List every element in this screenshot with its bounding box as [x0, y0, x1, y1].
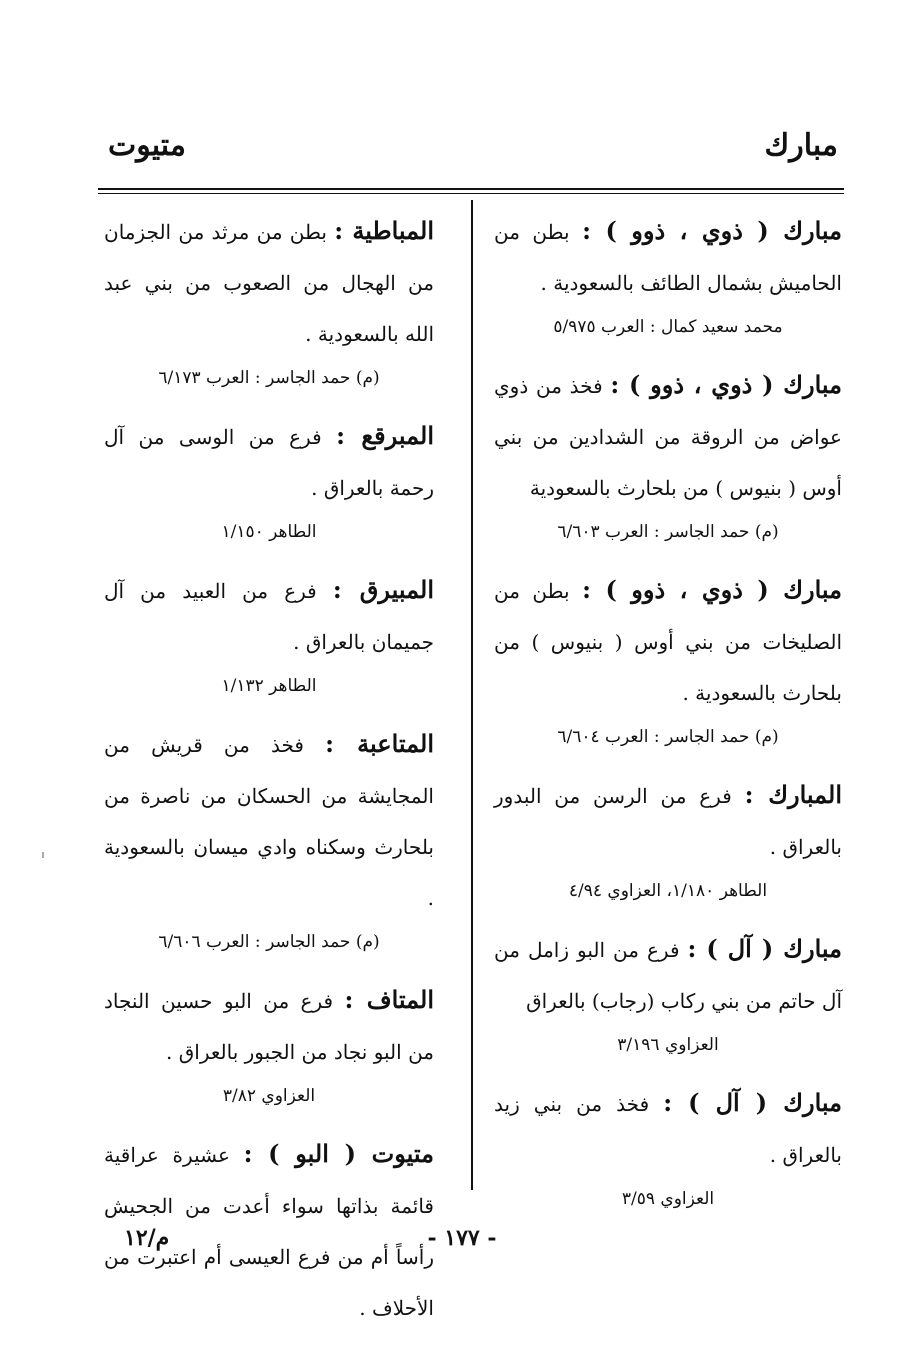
entry-source: (م) حمد الجاسر : العرب ٦/٦٠٣	[557, 522, 779, 542]
entry-body	[104, 410, 434, 514]
left-column	[104, 205, 434, 1350]
entry-body	[494, 1077, 842, 1181]
dictionary-entry	[494, 923, 842, 1061]
right-column	[494, 205, 842, 1231]
column-divider	[471, 200, 473, 1190]
entry-body	[494, 769, 842, 873]
entry-body	[104, 564, 434, 668]
entry-source: الطاهر ١/١٥٠	[221, 522, 317, 542]
entry-source: (م) حمد الجاسر : العرب ٦/٦٠٤	[557, 727, 779, 747]
entry-source: العزاوي ٣/٥٩	[621, 1189, 715, 1209]
entry-definition: عشيرة عراقية قائمة بذاتها سواء أعدت من الجحيش رأساً أم من فرع العيسى أم اعتبرت من الأحلاف .	[104, 1143, 434, 1320]
entry-source: الطاهر ١/١٨٠، العزاوي ٤/٩٤	[568, 881, 768, 901]
entry-definition: فخذ من قريش من المجايشة من الحسكان من ناصرة من بلحارث وسكناه وادي ميسان بالسعودية .	[104, 733, 434, 910]
page-speck	[42, 852, 44, 858]
entry-definition: فرع من البو حسين النجاد من البو نجاد من الجبور بالعراق .	[104, 989, 434, 1064]
entry-headword: مبارك ( ذوي ، ذوو ) :	[610, 370, 842, 399]
entry-definition: فخذ من بني زيد بالعراق .	[494, 1092, 842, 1167]
entry-headword: متيوت ( البو ) :	[243, 1139, 434, 1168]
entry-body	[494, 205, 842, 309]
entry-body	[104, 718, 434, 924]
entry-definition: بطن من الصليخات من بني أوس ( بنيوس ) من بلحارث بالسعودية .	[494, 579, 842, 705]
dictionary-entry	[104, 564, 434, 702]
entry-source: محمد سعيد كمال : العرب ٥/٩٧٥	[553, 317, 783, 337]
entry-definition: بطن من الحاميش بشمال الطائف بالسعودية .	[494, 220, 842, 295]
dictionary-entry	[494, 564, 842, 753]
entry-source: (م) حمد الجاسر : العرب ٦/١٧٣	[158, 368, 380, 388]
entry-headword: مبارك ( ذوي ، ذوو ) :	[582, 575, 842, 604]
dictionary-entry	[104, 205, 434, 394]
entry-headword: مبارك ( ذوي ، ذوو ) :	[582, 216, 842, 245]
entry-source: العزاوي ٣/٨٢	[222, 1086, 316, 1106]
entry-body	[104, 205, 434, 360]
header-right-word: مبارك	[764, 128, 838, 163]
entry-headword: المبيرق :	[332, 575, 435, 604]
entry-body	[104, 974, 434, 1078]
dictionary-entry	[494, 359, 842, 548]
entry-headword: مبارك ( آل ) :	[687, 934, 842, 963]
entry-definition: فرع من العبيد من آل جميمان بالعراق .	[104, 579, 434, 654]
entry-body	[494, 359, 842, 514]
entry-body	[494, 564, 842, 719]
dictionary-entry	[494, 1077, 842, 1215]
entry-body	[494, 923, 842, 1027]
entry-headword: مبارك ( آل ) :	[663, 1088, 842, 1117]
entry-headword: المبارك :	[744, 780, 842, 809]
dictionary-entry	[104, 718, 434, 958]
entry-source: العزاوي ٣/١٩٦	[617, 1035, 719, 1055]
entry-definition: فرع من البو زامل من آل حاتم من بني ركاب (رجاب) بالعراق	[494, 938, 842, 1013]
dictionary-entry	[494, 205, 842, 343]
header-left-word: متيوت	[108, 128, 186, 163]
page-number: - ١٧٧ -	[427, 1225, 497, 1251]
entry-definition: بطن من مرثد من الجزمان من الهجال من الصعوب من بني عبد الله بالسعودية .	[104, 220, 434, 346]
entry-source: الطاهر ١/١٣٢	[221, 676, 317, 696]
dictionary-entry	[104, 410, 434, 548]
entry-headword: المتاف :	[344, 985, 434, 1014]
entry-headword: المتاعبة :	[325, 729, 435, 758]
dictionary-entry	[104, 974, 434, 1112]
entry-definition: فرع من الوسى من آل رحمة بالعراق .	[104, 425, 434, 500]
entry-headword: المباطية :	[334, 216, 434, 245]
signature-mark: م/١٢	[124, 1225, 170, 1251]
entry-definition: فخذ من ذوي عواض من الروقة من الشدادين من بني أوس ( بنيوس ) من بلحارث بالسعودية	[494, 374, 842, 500]
header-rule-thin	[98, 193, 844, 194]
header-rule	[98, 188, 844, 190]
entry-definition: فرع من الرسن من البدور بالعراق .	[494, 784, 842, 859]
entry-headword: المبرقع :	[336, 421, 434, 450]
entry-source: (م) حمد الجاسر : العرب ٦/٦٠٦	[158, 932, 380, 952]
dictionary-entry	[494, 769, 842, 907]
